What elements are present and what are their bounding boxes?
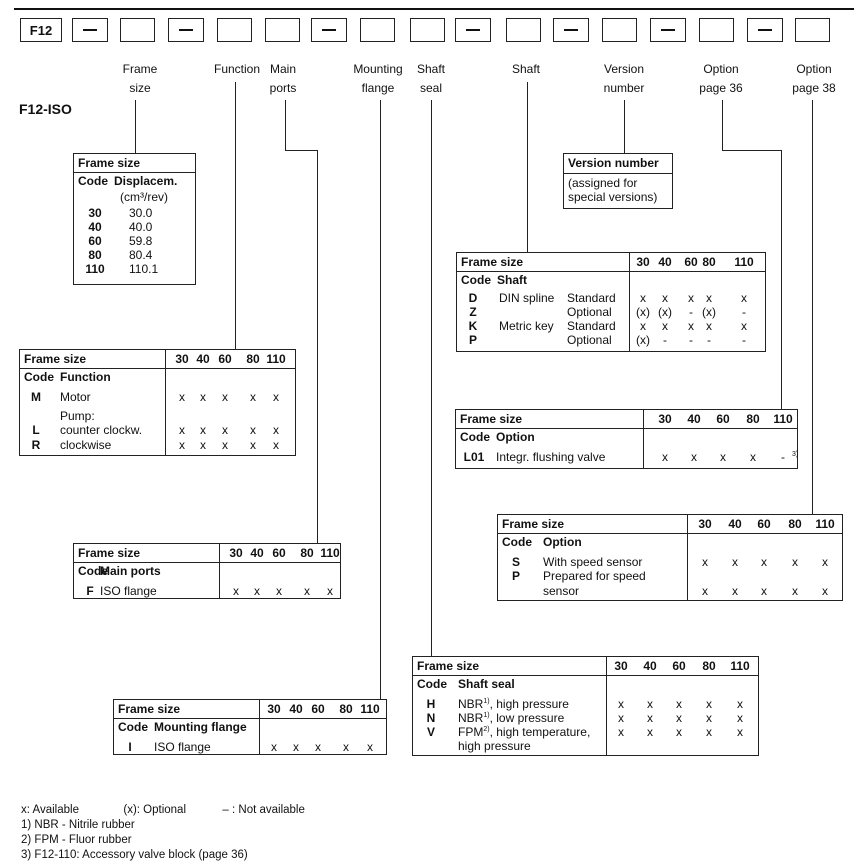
- availability-cell: x: [273, 423, 279, 437]
- frame-size-header: 60: [272, 546, 286, 560]
- availability-cell: x: [706, 725, 712, 739]
- availability-cell: x: [720, 450, 726, 464]
- availability-cell: x: [688, 319, 694, 333]
- availability-cell: (x): [658, 305, 672, 319]
- column-header: [417, 60, 445, 98]
- frame-size-header: 60: [672, 659, 686, 673]
- column-header: [604, 60, 645, 98]
- availability-cell: x: [179, 438, 185, 452]
- row-description: Motor: [60, 390, 91, 404]
- connector-vertical: [812, 100, 813, 514]
- availability-cell: x: [691, 450, 697, 464]
- code-slot-2: [217, 18, 252, 42]
- row-description: [458, 698, 569, 711]
- code-slot-4: [360, 18, 395, 42]
- footnote-3: 3) F12-110: Accessory valve block (page 36): [21, 849, 248, 861]
- shaft-type: Metric key: [499, 319, 554, 333]
- availability-cell: -: [689, 305, 693, 319]
- availability-cell: x: [271, 740, 277, 754]
- frame-size-header: 30: [614, 659, 628, 673]
- table-divider: [498, 533, 842, 534]
- column-desc-header: Option: [496, 430, 535, 444]
- availability-cell: x: [732, 584, 738, 598]
- dash-mark: [466, 29, 480, 31]
- frame-size-header: 110: [815, 517, 835, 531]
- dash-mark: [83, 29, 97, 31]
- shaft-variant: Optional: [567, 333, 612, 347]
- connector-vertical: [317, 150, 318, 543]
- dash-mark: [661, 29, 675, 31]
- seal-material: NBR: [458, 711, 484, 725]
- frame-code: 110: [85, 262, 105, 276]
- column-code-header: Code: [78, 564, 108, 578]
- table-title: Version number: [568, 156, 659, 170]
- frame-size-header: 110: [734, 255, 754, 269]
- dash-box: [168, 18, 204, 42]
- column-header-line: [512, 79, 540, 98]
- code-slot-5: [410, 18, 445, 42]
- version-number-table: [563, 153, 673, 209]
- row-description: Prepared for speed: [543, 569, 646, 583]
- column-header-line: page 36: [699, 81, 743, 95]
- availability-cell: x: [706, 291, 712, 305]
- code-slot-6: [506, 18, 541, 42]
- column-header: [270, 60, 297, 98]
- availability-cell: x: [676, 697, 682, 711]
- footnote-marker: 1): [483, 698, 490, 705]
- function-table: [19, 349, 296, 456]
- version-note-line: special versions): [568, 190, 658, 204]
- dash-mark: [322, 29, 336, 31]
- availability-cell: x: [250, 438, 256, 452]
- legend-available: x: Available: [21, 804, 79, 816]
- column-desc-header: Option: [543, 535, 582, 549]
- availability-cell: x: [676, 725, 682, 739]
- availability-cell: x: [222, 438, 228, 452]
- frame-size-table: [73, 153, 196, 285]
- availability-cell: x: [647, 697, 653, 711]
- dash-mark: [179, 29, 193, 31]
- table-divider: [564, 173, 672, 174]
- frame-size-header: 40: [250, 546, 264, 560]
- table-title: Frame size: [118, 702, 181, 716]
- connector-horizontal: [722, 150, 781, 151]
- seal-condition: , high pressure: [489, 697, 569, 711]
- table-title: Frame size: [24, 352, 87, 366]
- availability-cell: x: [647, 711, 653, 725]
- availability-cell: -: [742, 333, 746, 347]
- frame-size-header: 80: [300, 546, 314, 560]
- availability-cell: x: [792, 555, 798, 569]
- connector-vertical: [380, 100, 381, 699]
- row-code: K: [468, 319, 478, 333]
- table-title: Frame size: [460, 412, 523, 426]
- row-code: M: [31, 390, 41, 404]
- shaft-type: DIN spline: [499, 291, 555, 305]
- seal-material: FPM: [458, 725, 484, 739]
- connector-vertical: [431, 100, 432, 656]
- availability-cell: x: [706, 711, 712, 725]
- frame-displacement: 110.1: [129, 262, 159, 276]
- availability-cell: x: [179, 390, 185, 404]
- row-code: D: [468, 291, 478, 305]
- column-header-line: [214, 79, 260, 98]
- frame-displacement: 59.8: [129, 234, 153, 248]
- row-description: Integr. flushing valve: [496, 450, 606, 464]
- column-header-line: number: [603, 81, 645, 95]
- speed-sensor-option-table: [497, 514, 843, 601]
- column-displacement-header: Displacem.: [114, 174, 178, 188]
- availability-cell: -: [742, 305, 746, 319]
- shaft-variant: Standard: [567, 319, 616, 333]
- row-description: [458, 712, 564, 725]
- frame-size-header: 40: [289, 702, 303, 716]
- row-description: counter clockw.: [60, 423, 143, 437]
- column-header-line: Shaft: [511, 62, 541, 76]
- availability-cell: x: [200, 423, 206, 437]
- column-header: [512, 60, 540, 98]
- dash-box: [72, 18, 108, 42]
- availability-cell: x: [222, 423, 228, 437]
- availability-cell: x: [250, 390, 256, 404]
- row-code: R: [31, 438, 41, 452]
- frame-size-header: 30: [658, 412, 672, 426]
- dash-box: [650, 18, 686, 42]
- availability-cell: x: [273, 390, 279, 404]
- row-code: H: [426, 697, 436, 711]
- frame-size-header: 40: [196, 352, 210, 366]
- footnote-1: 1) NBR - Nitrile rubber: [21, 819, 135, 831]
- frame-size-header: 80: [746, 412, 760, 426]
- availability-cell: x: [343, 740, 349, 754]
- availability-cell: x: [647, 725, 653, 739]
- frame-size-header: 110: [730, 659, 750, 673]
- availability-cell: (x): [636, 333, 650, 347]
- column-desc-header: Main ports: [100, 564, 161, 578]
- availability-cell: x: [618, 725, 624, 739]
- subtitle: F12-ISO: [19, 101, 72, 117]
- frame-size-header: 40: [658, 255, 672, 269]
- frame-size-header: 80: [702, 659, 716, 673]
- column-header: [699, 60, 742, 98]
- shaft-variant: Standard: [567, 291, 616, 305]
- frame-size-header: 40: [687, 412, 701, 426]
- availability-cell: x: [618, 711, 624, 725]
- frame-displacement: 80.4: [129, 248, 153, 262]
- column-code-header: Code: [460, 430, 490, 444]
- table-column-divider: [606, 657, 607, 755]
- availability-cell: x: [327, 584, 333, 598]
- top-rule: [14, 8, 854, 10]
- dash-box: [311, 18, 347, 42]
- main-ports-table: [73, 543, 341, 599]
- code-slot-9: [795, 18, 830, 42]
- availability-cell: x: [200, 438, 206, 452]
- availability-cell: x: [741, 291, 747, 305]
- column-header: [214, 60, 260, 98]
- column-header-line: Frame: [122, 62, 158, 76]
- code-box: F12: [20, 18, 62, 42]
- frame-size-header: 30: [175, 352, 189, 366]
- availability-cell: x: [250, 423, 256, 437]
- availability-cell: -: [781, 450, 785, 464]
- table-title: Frame size: [417, 659, 480, 673]
- availability-cell: x: [367, 740, 373, 754]
- table-divider: [74, 562, 340, 563]
- availability-cell: x: [750, 450, 756, 464]
- column-header-line: flange: [361, 81, 395, 95]
- frame-size-header: 60: [311, 702, 325, 716]
- table-column-divider: [219, 544, 220, 598]
- code-slot-8: [699, 18, 734, 42]
- row-description: ISO flange: [100, 584, 157, 598]
- column-header-line: Version: [603, 62, 645, 76]
- column-code-header: Code: [78, 174, 108, 188]
- seal-material: high pressure: [458, 739, 531, 753]
- table-divider: [413, 675, 758, 676]
- frame-size-header: 80: [339, 702, 353, 716]
- column-header-line: ports: [269, 81, 297, 95]
- availability-cell: x: [200, 390, 206, 404]
- availability-cell: x: [761, 555, 767, 569]
- availability-cell: x: [662, 291, 668, 305]
- row-description: clockwise: [60, 438, 112, 452]
- footnote-2: 2) FPM - Fluor rubber: [21, 834, 132, 846]
- code-slot-3: [265, 18, 300, 42]
- code-slot-7: [602, 18, 637, 42]
- table-column-divider: [165, 350, 166, 455]
- row-code: V: [426, 725, 435, 739]
- column-header-line: Main: [269, 62, 296, 76]
- flushing-option-table: [455, 409, 798, 469]
- column-code-header: Code: [24, 370, 54, 384]
- footnote-marker: 2): [483, 726, 490, 733]
- availability-cell: x: [822, 584, 828, 598]
- column-header-line: Option: [703, 62, 739, 76]
- availability-cell: x: [618, 697, 624, 711]
- frame-size-header: 60: [716, 412, 730, 426]
- availability-cell: (x): [636, 305, 650, 319]
- dash-box: [747, 18, 783, 42]
- row-description: sensor: [543, 584, 580, 598]
- column-desc-header: Mounting flange: [154, 720, 247, 734]
- frame-size-header: 30: [267, 702, 281, 716]
- connector-horizontal: [285, 150, 317, 151]
- frame-size-header: 30: [698, 517, 712, 531]
- legend-optional: (x): Optional: [123, 804, 187, 816]
- column-header-line: size: [129, 81, 151, 95]
- seal-material: NBR: [458, 697, 484, 711]
- column-shaft-header: Shaft: [497, 273, 527, 287]
- dash-box: [553, 18, 589, 42]
- frame-size-header: 110: [320, 546, 340, 560]
- availability-cell: -: [663, 333, 667, 347]
- availability-cell: x: [662, 319, 668, 333]
- availability-cell: x: [179, 423, 185, 437]
- column-desc-header: Function: [60, 370, 111, 384]
- column-header-line: Mounting: [353, 62, 403, 76]
- availability-cell: x: [822, 555, 828, 569]
- table-divider: [114, 718, 386, 719]
- availability-cell: (x): [702, 305, 716, 319]
- row-code: N: [426, 711, 436, 725]
- code-slot-1: [120, 18, 155, 42]
- frame-size-header: 40: [728, 517, 742, 531]
- availability-cell: x: [222, 390, 228, 404]
- connector-vertical: [624, 100, 625, 153]
- availability-cell: x: [315, 740, 321, 754]
- frame-size-header: 110: [773, 412, 793, 426]
- column-code-header: Code: [417, 677, 447, 691]
- availability-cell: x: [293, 740, 299, 754]
- column-header-line: Option: [796, 62, 832, 76]
- column-header-line: seal: [419, 81, 442, 95]
- availability-cell: x: [688, 291, 694, 305]
- table-divider: [456, 428, 797, 429]
- availability-cell: x: [761, 584, 767, 598]
- shaft-variant: Optional: [567, 305, 612, 319]
- dash-mark: [564, 29, 578, 31]
- frame-size-header: 80: [246, 352, 260, 366]
- seal-condition: , low pressure: [489, 711, 565, 725]
- table-column-divider: [259, 700, 260, 754]
- frame-size-header: 110: [360, 702, 380, 716]
- availability-cell: -: [689, 333, 693, 347]
- connector-vertical: [235, 82, 236, 349]
- table-column-divider: [687, 515, 688, 600]
- frame-size-header: 30: [636, 255, 650, 269]
- frame-size-header: 40: [643, 659, 657, 673]
- column-desc-header: Shaft seal: [458, 677, 515, 691]
- dash-box: [455, 18, 491, 42]
- availability-cell: x: [706, 319, 712, 333]
- column-header: [792, 60, 835, 98]
- mounting-flange-table: [113, 699, 387, 755]
- availability-cell: x: [640, 319, 646, 333]
- frame-code: 60: [88, 234, 102, 248]
- availability-cell: x: [737, 725, 743, 739]
- column-code-header: Code: [502, 535, 532, 549]
- availability-cell: x: [741, 319, 747, 333]
- frame-displacement: 40.0: [129, 220, 153, 234]
- frame-displacement: 30.0: [129, 206, 153, 220]
- legend-symbols: [21, 804, 305, 816]
- shaft-table: [456, 252, 766, 352]
- column-header-line: page 38: [792, 81, 836, 95]
- availability-cell: x: [276, 584, 282, 598]
- frame-size-header: 30: [229, 546, 243, 560]
- frame-size-header: 60: [684, 255, 698, 269]
- row-code: I: [128, 740, 132, 754]
- table-divider: [457, 271, 765, 272]
- frame-size-header: 80: [702, 255, 716, 269]
- row-code: S: [511, 555, 520, 569]
- table-column-divider: [643, 410, 644, 468]
- connector-vertical: [135, 100, 136, 153]
- frame-size-header: 60: [218, 352, 232, 366]
- connector-vertical: [285, 100, 286, 150]
- availability-cell: x: [273, 438, 279, 452]
- row-description: Pump:: [60, 409, 95, 423]
- connector-vertical: [527, 82, 528, 252]
- frame-code: 80: [88, 248, 102, 262]
- row-code: P: [468, 333, 477, 347]
- column-header-line: Function: [213, 62, 261, 76]
- table-divider: [74, 172, 195, 173]
- availability-cell: x: [640, 291, 646, 305]
- footnote-marker: 3): [792, 451, 799, 458]
- version-note-line: (assigned for: [568, 176, 638, 190]
- frame-size-header: 80: [788, 517, 802, 531]
- frame-size-header: 60: [757, 517, 771, 531]
- availability-cell: x: [676, 711, 682, 725]
- column-header: [123, 60, 158, 98]
- unit-label: (cm³/rev): [120, 190, 168, 204]
- availability-cell: x: [792, 584, 798, 598]
- table-column-divider: [629, 253, 630, 351]
- row-code: F: [86, 584, 94, 598]
- column-header: [353, 60, 402, 98]
- table-title: Frame size: [78, 156, 141, 170]
- connector-vertical: [722, 100, 723, 150]
- row-code: L: [32, 423, 40, 437]
- availability-cell: x: [737, 711, 743, 725]
- column-code-header: Code: [118, 720, 148, 734]
- availability-cell: x: [737, 697, 743, 711]
- row-description: With speed sensor: [543, 555, 643, 569]
- table-divider: [20, 368, 295, 369]
- frame-code: 40: [88, 220, 102, 234]
- row-code: Z: [469, 305, 477, 319]
- row-description: [458, 726, 590, 739]
- shaft-seal-table: [412, 656, 759, 756]
- row-code: P: [511, 569, 520, 583]
- frame-code: 30: [88, 206, 102, 220]
- frame-size-header: 110: [266, 352, 286, 366]
- table-title: Frame size: [78, 546, 141, 560]
- availability-cell: x: [702, 584, 708, 598]
- row-description: [458, 740, 531, 753]
- availability-cell: -: [707, 333, 711, 347]
- row-description: ISO flange: [154, 740, 211, 754]
- availability-cell: x: [702, 555, 708, 569]
- seal-condition: , high temperature,: [489, 725, 591, 739]
- availability-cell: x: [304, 584, 310, 598]
- availability-cell: x: [732, 555, 738, 569]
- connector-vertical: [781, 150, 782, 409]
- table-title: Frame size: [461, 255, 524, 269]
- footnote-marker: 1): [483, 712, 490, 719]
- availability-cell: x: [706, 697, 712, 711]
- availability-cell: x: [233, 584, 239, 598]
- availability-cell: x: [662, 450, 668, 464]
- column-header-line: Shaft: [416, 62, 446, 76]
- availability-cell: x: [254, 584, 260, 598]
- legend-not-available: – : Not available: [222, 804, 305, 816]
- row-code: L01: [463, 450, 485, 464]
- table-title: Frame size: [502, 517, 565, 531]
- dash-mark: [758, 29, 772, 31]
- column-code-header: Code: [461, 273, 491, 287]
